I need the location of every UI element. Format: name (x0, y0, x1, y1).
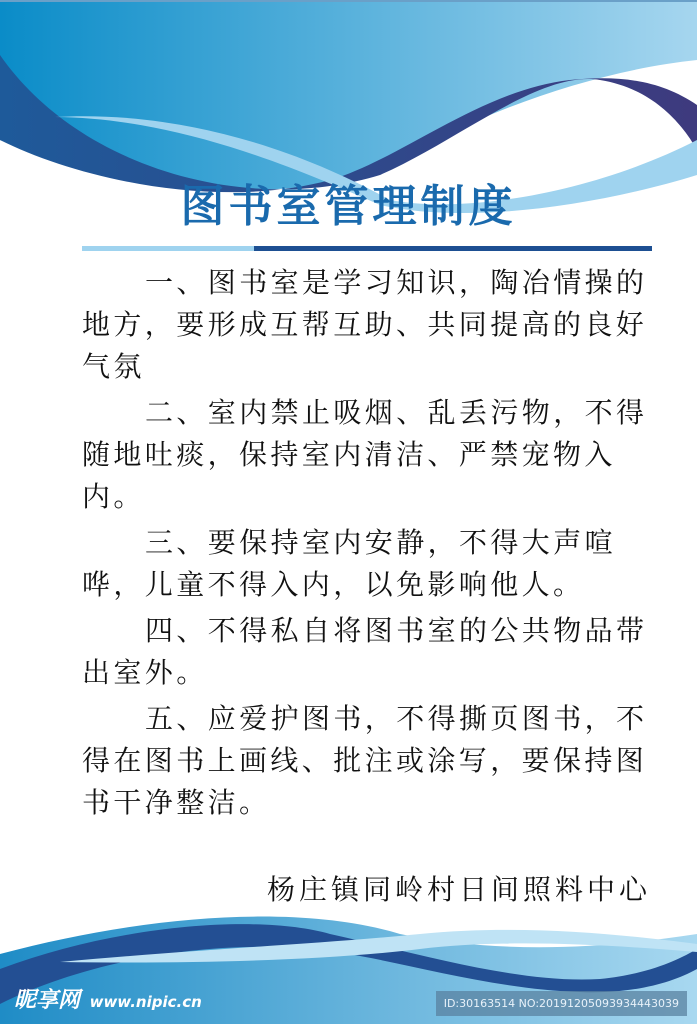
rule-paragraph-4 (82, 610, 662, 694)
text-line: 地方，要形成互帮互助、共同提高的良好 (82, 308, 648, 341)
text-line: 气氛 (82, 350, 145, 383)
brand-url: www.nipic.cn (89, 993, 202, 1011)
rule-paragraph-1 (82, 262, 662, 388)
rule-paragraph-2 (82, 392, 662, 518)
rule-paragraph-3 (82, 522, 662, 606)
organization-name: 杨庄镇同岭村日间照料中心 (266, 873, 651, 906)
text-line: 二、室内禁止吸烟、乱丢污物，不得 (145, 396, 648, 429)
text-line: 内。 (82, 480, 145, 513)
title-divider-dark (254, 246, 652, 251)
watermark-brand (14, 983, 202, 1014)
rule-paragraph-5 (82, 698, 662, 824)
text-line: 得在图书上画线、批注或涂写，要保持图 (82, 744, 648, 777)
rules-body (82, 262, 662, 828)
title-divider-light (82, 246, 256, 251)
text-line: 五、应爱护图书，不得撕页图书，不 (145, 702, 648, 735)
page-title: 图书室管理制度 (180, 181, 517, 232)
text-line: 三、要保持室内安静，不得大声喧 (145, 526, 617, 559)
text-line: 随地吐痰，保持室内清洁、严禁宠物入 (82, 438, 616, 471)
text-line: 哗，儿童不得入内，以免影响他人。 (82, 568, 585, 601)
brand-logo-text: 昵享网 (14, 988, 81, 1013)
text-line: 一、图书室是学习知识，陶冶情操的 (145, 266, 648, 299)
image-id-label: ID:30163514 NO:20191205093934443039 (436, 991, 687, 1016)
text-line: 书干净整洁。 (82, 786, 271, 819)
text-line: 四、不得私自将图书室的公共物品带 (145, 614, 648, 647)
text-line: 出室外。 (82, 656, 208, 689)
